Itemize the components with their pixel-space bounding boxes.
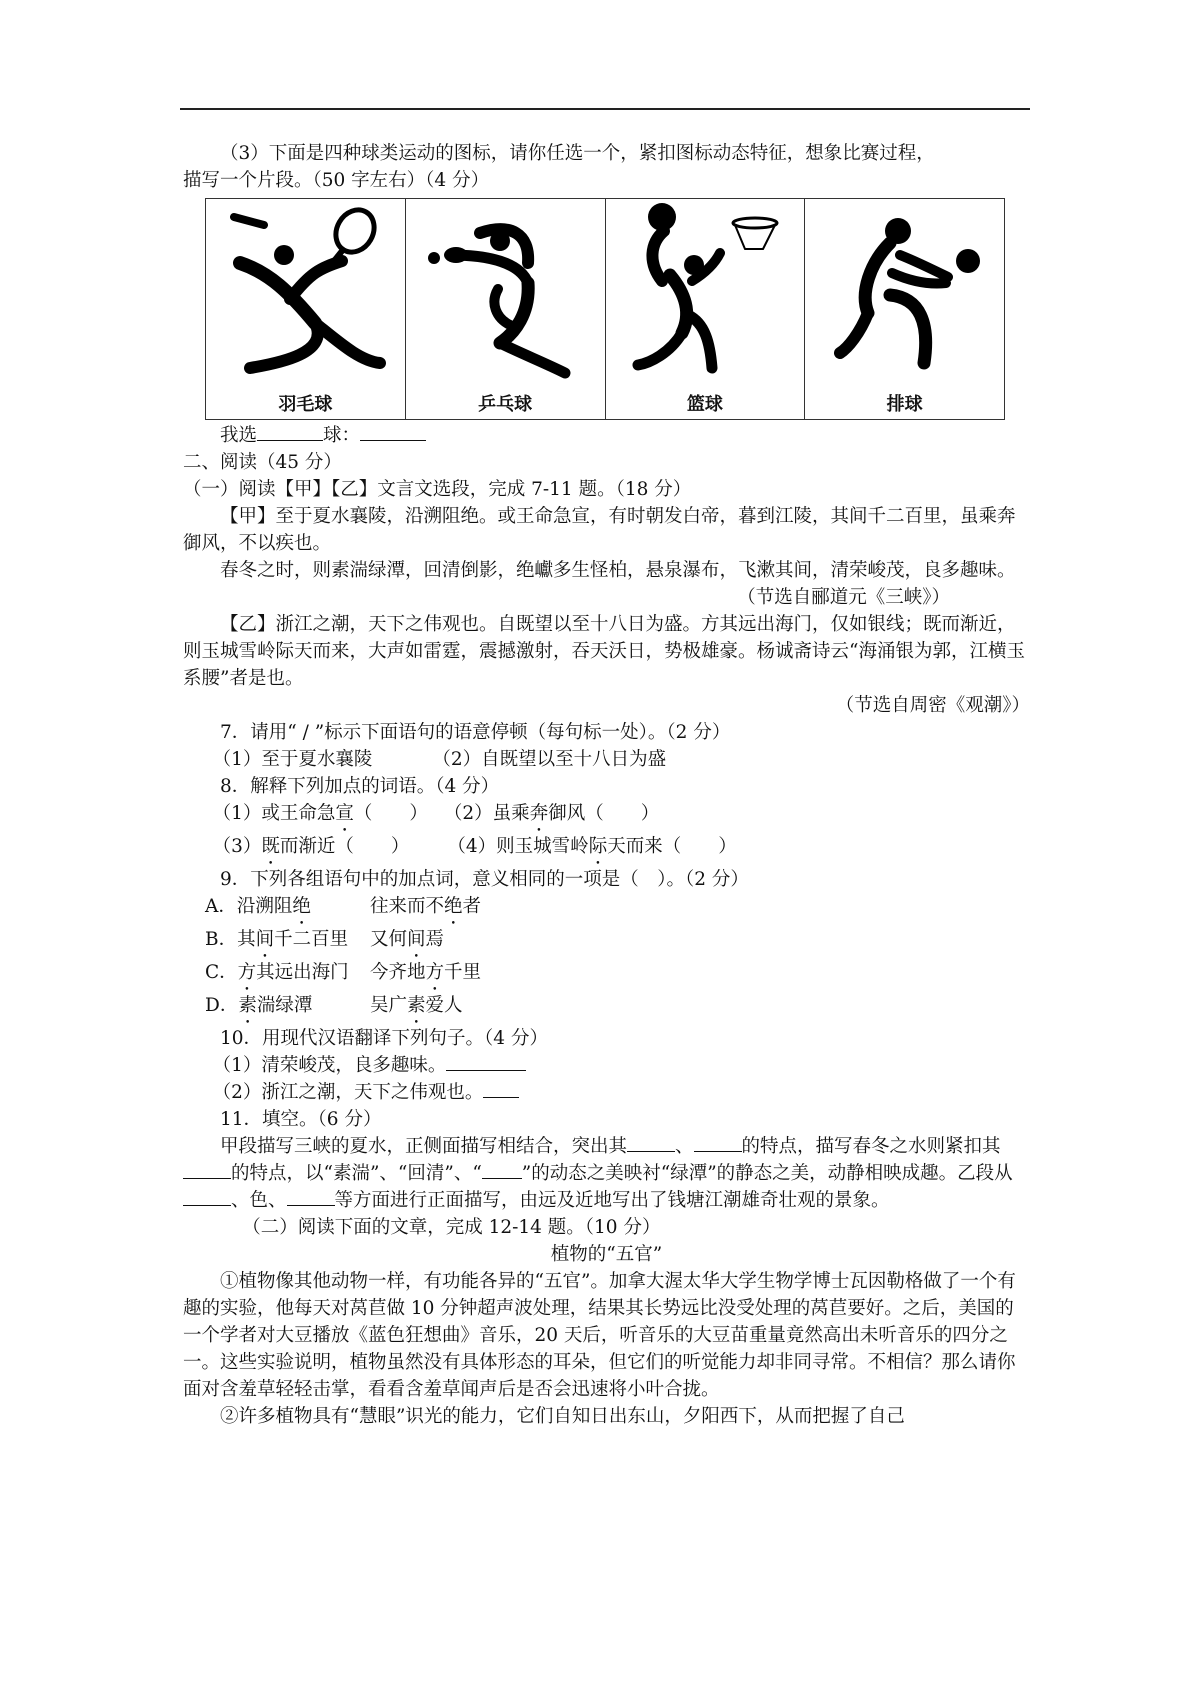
emphasized-char: 奔 (529, 803, 549, 824)
icon-cell-table-tennis (406, 199, 606, 419)
yi-source: （节选自周密《观潮》） (835, 695, 1030, 716)
icon-label: 篮球 (686, 394, 723, 415)
answer-blank[interactable] (482, 1160, 522, 1179)
sport-blank[interactable] (257, 422, 323, 441)
q8-item-4: （4）则玉城雪岭际天而来（ ） (447, 836, 737, 857)
q8-item-3: （3）既而渐近（ ） (212, 836, 410, 857)
q10-item-1: （1）清荣峻茂，良多趣味。 (183, 1052, 1030, 1079)
emphasized-char: 绝 (444, 896, 463, 917)
q10-stem: 10．用现代汉语翻译下列句子。（4 分） (220, 1028, 548, 1049)
q7-items (183, 746, 1030, 773)
emphasized-char: 素 (407, 995, 426, 1016)
q8-item-1: （1）或王命急宣（ ） (212, 803, 428, 824)
basketball-icon (620, 203, 790, 383)
exam-page (183, 140, 1030, 1430)
article-title: 植物的“五官” (550, 1244, 663, 1265)
icon-cell-basketball (606, 199, 806, 419)
badminton-icon (220, 203, 390, 383)
part-2-title: （二）阅读下面的文章，完成 12-14 题。（10 分） (242, 1217, 661, 1238)
section-2-title: 二、阅读（45 分） (183, 452, 342, 473)
q8-row-2 (183, 833, 1030, 860)
choice-line (183, 422, 1030, 449)
q9-option-a: A．沿溯阻绝 往来而不绝者 (205, 896, 482, 917)
article-paragraph-2: ②许多植物具有“慧眼”识光的能力，它们自知日出东山，夕阳西下，从而把握了自己 (220, 1406, 905, 1427)
header-rule (180, 108, 1030, 110)
volleyball-icon (820, 203, 990, 383)
emphasized-char: 既 (261, 836, 280, 857)
q7-stem: 7．请用“ / ”标示下面语句的语意停顿（每句标一处）。（2 分） (220, 722, 731, 743)
answer-blank[interactable] (446, 1052, 526, 1071)
icon-label: 羽毛球 (278, 394, 333, 415)
answer-blank[interactable] (360, 422, 426, 441)
sport-icons-table (205, 198, 1005, 420)
choice-middle: 球： (323, 425, 361, 446)
emphasized-char: 际 (588, 836, 608, 857)
q9-option-b: B．其间千二百里 又何间焉 (205, 929, 445, 950)
article-paragraph-1: ①植物像其他动物一样，有功能各异的“五官”。加拿大渥太华大学生物学博士瓦因勒格做了一个有趣的实验，他每天对莴苣做 10 分钟超声波处理，结果其长势远比没受处理的莴苣要好。之后，美国的一个学者对大豆播放《蓝色狂想曲》音乐，20 天后，听音乐的大豆苗重量竟然高出未听音乐的四分之一。这些实验说明，植物虽然没有具体形态的耳朵，但它们的听觉能力却非同寻常。不相信？那么请你面对含羞草轻轻击掌，看看含羞草闻声后是否会迅速将小叶合拢。 (183, 1271, 1016, 1400)
emphasized-char: 方 (425, 962, 445, 983)
jia-paragraph-1: 【甲】至于夏水襄陵，沿溯阻绝。或王命急宣，有时朝发白帝，暮到江陵，其间千二百里，虽乘奔御风，不以疾也。 (183, 506, 1016, 554)
q8-row-1 (183, 800, 1030, 827)
emphasized-char: 绝 (292, 896, 311, 917)
emphasized-char: 素 (238, 995, 257, 1016)
q7-item-2: （2）自既望以至十八日为盛 (432, 749, 667, 770)
q8-item-2: （2）虽乘奔御风（ ） (443, 803, 660, 824)
jia-source: （节选自郦道元《三峡》） (737, 587, 950, 608)
answer-blank[interactable] (694, 1133, 742, 1152)
answer-blank[interactable] (183, 1160, 231, 1179)
jia-paragraph-2: 春冬之时，则素湍绿潭，回清倒影，绝巘多生怪柏，悬泉瀑布，飞漱其间，清荣峻茂，良多趣味。 (220, 560, 1016, 581)
q7-item-1: （1）至于夏水襄陵 (212, 749, 373, 770)
table-tennis-icon (420, 203, 590, 383)
q3-line1: （3）下面是四种球类运动的图标，请你任选一个，紧扣图标动态特征，想象比赛过程， (220, 143, 935, 164)
emphasized-char: 间 (255, 929, 275, 950)
choice-prefix: 我选 (220, 425, 258, 446)
icon-cell-volleyball (805, 199, 1004, 419)
q11-text: 甲段描写三峡的夏水，正侧面描写相结合，突出其 、 的特点，描写春冬之水则紧扣其的特点，以“素湍”、“回清”、“ ”的动态之美映衬“绿潭”的静态之美，动静相映成趣。乙段从、色、 等方面进行正面描写，由远及近地写出了钱塘江潮雄奇壮观的景象。 (183, 1133, 1030, 1214)
q10-item-2: （2）浙江之潮，天下之伟观也。 (183, 1079, 1030, 1106)
answer-blank[interactable] (627, 1133, 675, 1152)
answer-blank[interactable] (287, 1187, 335, 1206)
emphasized-char: 方 (237, 962, 257, 983)
answer-blank[interactable] (183, 1187, 231, 1206)
yi-paragraph: 【乙】浙江之潮，天下之伟观也。自既望以至十八日为盛。方其远出海门，仅如银线；既而渐近，则玉城雪岭际天而来，大声如雷霆，震撼激射，吞天沃日，势极雄豪。杨诚斋诗云“海涌银为郭，江横玉系腰”者是也。 (183, 614, 1025, 689)
emphasized-char: 间 (407, 929, 426, 950)
icon-cell-badminton (206, 199, 406, 419)
icon-label: 乒乓球 (478, 394, 533, 415)
q11-stem: 11．填空。（6 分） (220, 1109, 382, 1130)
emphasized-char: 宣 (335, 803, 354, 824)
q3-line2: 描写一个片段。（50 字左右）（4 分） (183, 170, 490, 191)
answer-blank[interactable] (483, 1079, 519, 1098)
q9-stem: 9．下列各组语句中的加点词，意义相同的一项是（ ）。（2 分） (220, 869, 749, 890)
q9-option-c: C．方其远出海门 今齐地方千里 (205, 962, 482, 983)
q9-option-d: D．素湍绿潭 吴广素爱人 (205, 995, 463, 1016)
icon-label: 排球 (886, 394, 923, 415)
q8-stem: 8．解释下列加点的词语。（4 分） (220, 776, 500, 797)
part-1-title: （一）阅读【甲】【乙】文言文选段，完成 7-11 题。（18 分） (183, 479, 692, 500)
